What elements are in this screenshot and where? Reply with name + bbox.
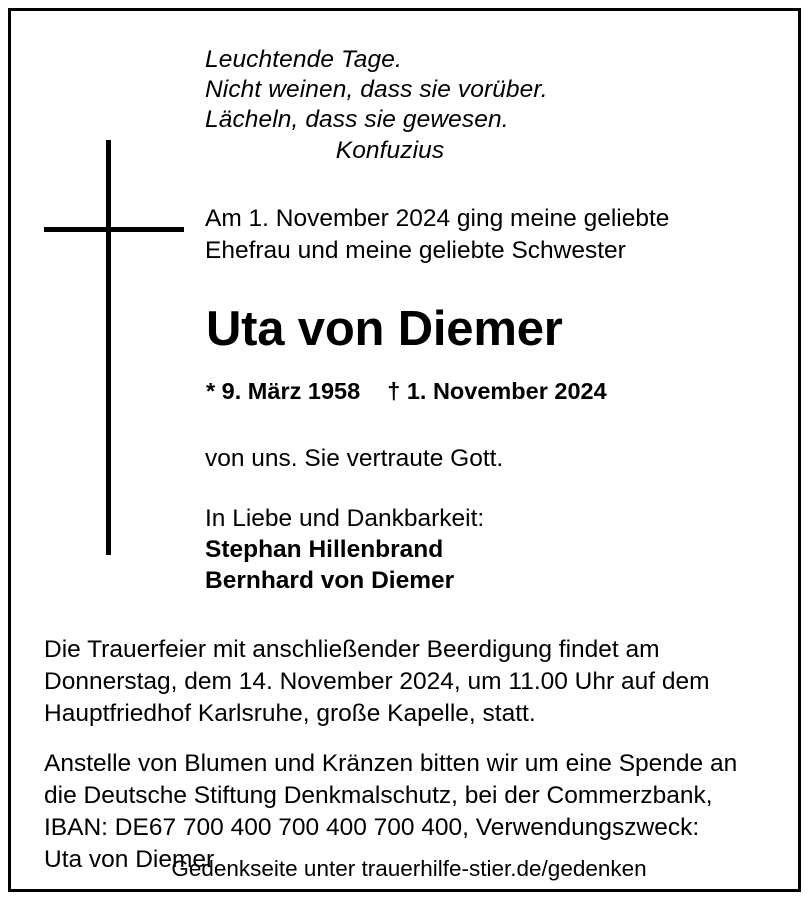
lower-text-block	[44, 634, 774, 876]
deceased-name: Uta von Diemer	[206, 302, 563, 356]
intro-line-1: Am 1. November 2024 ging meine geliebte	[205, 205, 670, 232]
intro-text	[205, 203, 765, 267]
quote-author: Konfuzius	[335, 137, 445, 164]
death-date: † 1. November 2024	[387, 378, 607, 404]
funeral-line-3: Hauptfriedhof Karlsruhe, große Kapelle, statt.	[44, 700, 536, 727]
cross-horizontal-bar	[44, 227, 184, 232]
quote-line-1: Leuchtende Tage.	[205, 46, 402, 73]
quote-block	[205, 45, 765, 166]
donation-line-4: Uta von Diemer	[44, 846, 215, 873]
farewell-text: von uns. Sie vertraute Gott.	[205, 445, 504, 472]
funeral-line-2: Donnerstag, dem 14. November 2024, um 11.00 Uhr auf dem	[44, 668, 710, 695]
funeral-line-1: Die Trauerfeier mit anschließender Beerdigung findet am	[44, 636, 660, 663]
memorial-page-link[interactable]: Gedenkseite unter trauerhilfe-stier.de/gedenken	[171, 856, 647, 881]
gratitude-block	[205, 503, 765, 596]
birth-date: * 9. März 1958	[206, 378, 361, 404]
quote-line-2: Nicht weinen, dass sie vorüber.	[205, 76, 548, 103]
intro-line-2: Ehefrau und meine geliebte Schwester	[205, 237, 626, 264]
mourner-name-2: Bernhard von Diemer	[205, 567, 455, 594]
cross-icon	[44, 140, 184, 555]
gratitude-intro: In Liebe und Dankbarkeit:	[205, 505, 485, 532]
quote-line-3: Lächeln, dass sie gewesen.	[205, 106, 509, 133]
mourner-name-1: Stephan Hillenbrand	[205, 536, 444, 563]
cross-vertical-bar	[106, 140, 111, 555]
donation-line-1: Anstelle von Blumen und Kränzen bitten wir um eine Spende an	[44, 750, 738, 777]
donation-line-2: die Deutsche Stiftung Denkmalschutz, bei der Commerzbank,	[44, 782, 713, 809]
funeral-paragraph	[44, 634, 774, 730]
life-dates	[206, 376, 766, 406]
donation-line-3: IBAN: DE67 700 400 700 400 700 400, Verwendungszweck:	[44, 814, 700, 841]
